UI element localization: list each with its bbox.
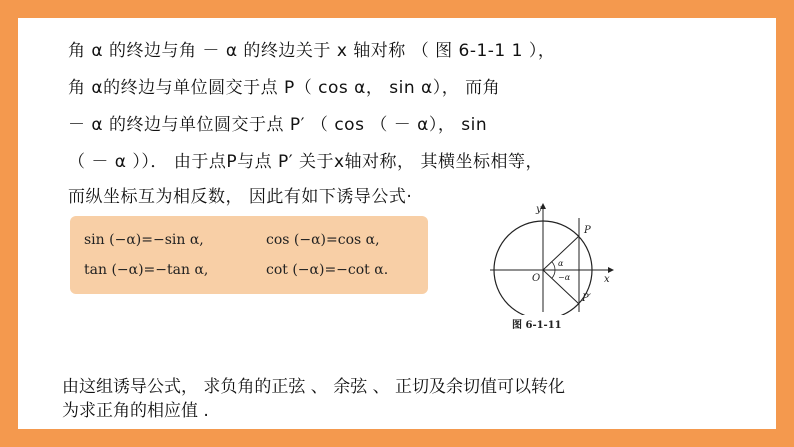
x-label: x — [604, 274, 610, 285]
alpha-label: α — [558, 259, 564, 268]
p-prime-label: P′ — [582, 293, 591, 304]
paragraph-line-5: 而纵坐标互为相反数， 因此有如下诱导公式· — [68, 187, 413, 207]
alpha-arc — [552, 262, 555, 270]
formula-sin: sin (−α)=−sin α, — [84, 232, 204, 248]
conclusion-line-2: 为求正角的相应值 . — [62, 401, 209, 421]
neg-alpha-arc — [552, 270, 555, 278]
neg-alpha-label: −α — [558, 273, 571, 282]
paragraph-line-4: （ － α ））． 由于点P与点 P′ 关于x轴对称， 其横坐标相等， — [68, 152, 543, 172]
figure-caption: 图 6-1-11 — [512, 320, 562, 331]
paragraph-line-1: 角 α 的终边与角 － α 的终边关于 x 轴对称 （ 图 6-1-1 1 ）， — [68, 41, 556, 61]
formula-cot: cot (−α)=−cot α. — [266, 262, 389, 278]
paragraph-line-2: 角 α的终边与单位圆交于点 P（ cos α， sin α）， 而角 — [68, 78, 501, 98]
formula-box — [70, 216, 428, 294]
formula-tan: tan (−α)=−tan α, — [84, 262, 209, 278]
unit-circle-figure — [488, 200, 618, 315]
conclusion-line-1: 由这组诱导公式， 求负角的正弦 、 余弦 、 正切及余切值可以转化 — [62, 377, 566, 397]
origin-label: O — [532, 273, 541, 284]
y-label: y — [536, 204, 542, 215]
x-axis-arrow — [608, 267, 614, 273]
paragraph-line-3: － α 的终边与单位圆交于点 P′ （ cos （ － α）， sin — [68, 115, 488, 135]
p-label: P — [584, 225, 591, 236]
formula-cos: cos (−α)=cos α, — [266, 232, 380, 248]
